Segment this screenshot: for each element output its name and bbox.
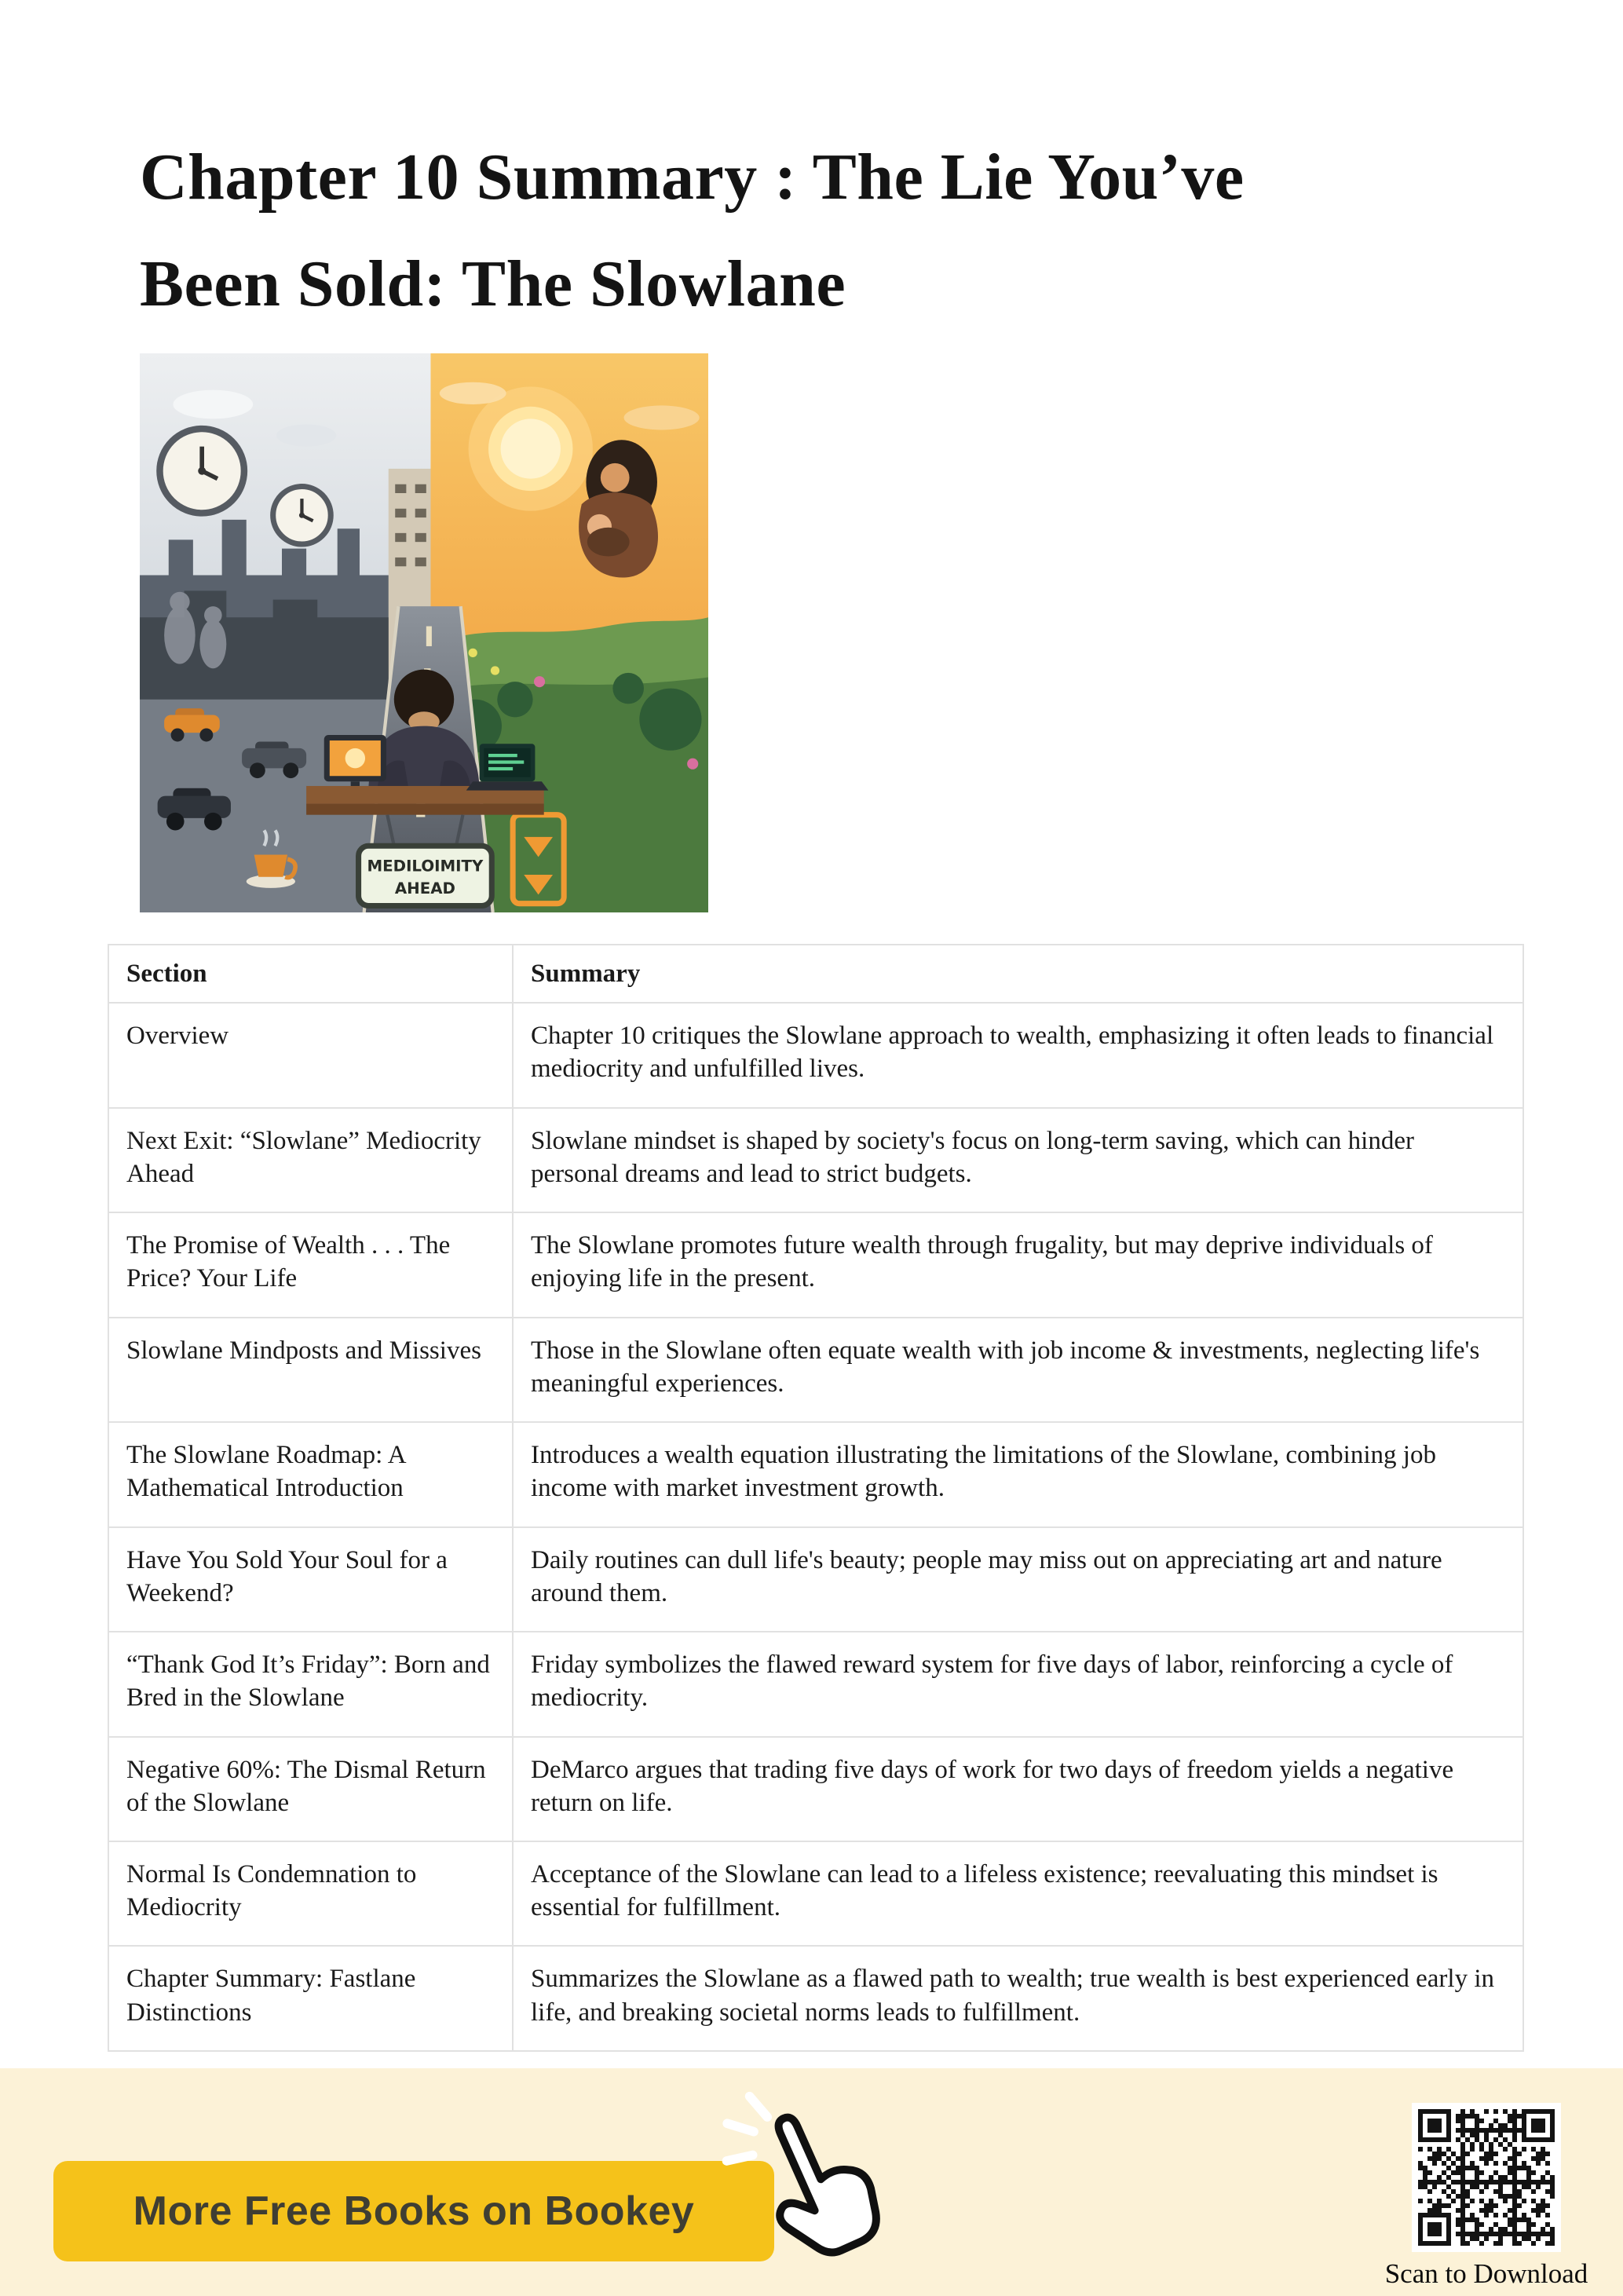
scan-to-download-label: Scan to Download xyxy=(1384,2258,1588,2289)
table-row xyxy=(108,1108,1523,1212)
summary-cell: Daily routines can dull life's beauty; people may miss out on appreciating art and nature around them. xyxy=(513,1527,1523,1632)
summary-cell: Introduces a wealth equation illustrating the limitations of the Slowlane, combining job income with market investment growth. xyxy=(513,1422,1523,1526)
more-books-button[interactable] xyxy=(53,2161,774,2261)
section-cell: Chapter Summary: Fastlane Distinctions xyxy=(108,1946,513,2050)
monitor-icon xyxy=(324,735,386,788)
table-row xyxy=(108,1212,1523,1317)
qr-code xyxy=(1412,2103,1561,2252)
summary-cell: Acceptance of the Slowlane can lead to a lifeless existence; reevaluating this mindset is essential for fulfillment. xyxy=(513,1841,1523,1946)
table-row xyxy=(108,1527,1523,1632)
summary-cell: The Slowlane promotes future wealth through frugality, but may deprive individuals of enjoying life in the present. xyxy=(513,1212,1523,1317)
illustration-canvas xyxy=(140,353,708,912)
clock-icon xyxy=(273,487,331,544)
page-title xyxy=(140,124,1522,338)
summary-cell: Summarizes the Slowlane as a flawed path to wealth; true wealth is best experienced early in life, and breaking societal norms leads to fulfillment. xyxy=(513,1946,1523,2050)
section-cell: Normal Is Condemnation to Mediocrity xyxy=(108,1841,513,1946)
summary-cell: Friday symbolizes the flawed reward system for five days of labor, reinforcing a cycle of mediocrity. xyxy=(513,1632,1523,1736)
section-cell: Slowlane Mindposts and Missives xyxy=(108,1318,513,1422)
column-header-section: Section xyxy=(108,945,513,1003)
bottom-banner xyxy=(0,2068,1623,2296)
clock-icon xyxy=(159,429,243,513)
summary-cell: DeMarco argues that trading five days of work for two days of freedom yields a negative return on life. xyxy=(513,1737,1523,1841)
section-cell: Have You Sold Your Soul for a Weekend? xyxy=(108,1527,513,1632)
sun-icon xyxy=(469,386,593,510)
table-row xyxy=(108,1003,1523,1107)
table-header-row xyxy=(108,945,1523,1003)
sign-text-line1: MEDILOIMITY xyxy=(367,857,484,876)
table-row xyxy=(108,1632,1523,1736)
table-row xyxy=(108,1737,1523,1841)
summary-cell: Slowlane mindset is shaped by society's focus on long-term saving, which can hinder personal dreams and lead to strict budgets. xyxy=(513,1108,1523,1212)
section-cell: Negative 60%: The Dismal Return of the Slowlane xyxy=(108,1737,513,1841)
table-row xyxy=(108,1946,1523,2050)
table-row xyxy=(108,1318,1523,1422)
summary-table xyxy=(108,944,1524,2052)
section-cell: The Slowlane Roadmap: A Mathematical Introduction xyxy=(108,1422,513,1526)
table-row xyxy=(108,1841,1523,1946)
title-line-1: Chapter 10 Summary : The Lie You’ve xyxy=(140,141,1245,214)
section-cell: The Promise of Wealth . . . The Price? Your Life xyxy=(108,1212,513,1317)
chapter-illustration xyxy=(140,353,708,912)
summary-cell: Chapter 10 critiques the Slowlane approach to wealth, emphasizing it often leads to financial mediocrity and unfulfilled lives. xyxy=(513,1003,1523,1107)
summary-cell: Those in the Slowlane often equate wealth with job income & investments, neglecting life's meaningful experiences. xyxy=(513,1318,1523,1422)
column-header-summary: Summary xyxy=(513,945,1523,1003)
section-cell: Overview xyxy=(108,1003,513,1107)
section-cell: Next Exit: “Slowlane” Mediocrity Ahead xyxy=(108,1108,513,1212)
table-row xyxy=(108,1422,1523,1526)
sign-text-line2: AHEAD xyxy=(394,879,455,898)
section-cell: “Thank God It’s Friday”: Born and Bred in the Slowlane xyxy=(108,1632,513,1736)
more-books-button-label: More Free Books on Bookey xyxy=(133,2188,695,2234)
title-line-2: Been Sold: The Slowlane xyxy=(140,247,846,321)
